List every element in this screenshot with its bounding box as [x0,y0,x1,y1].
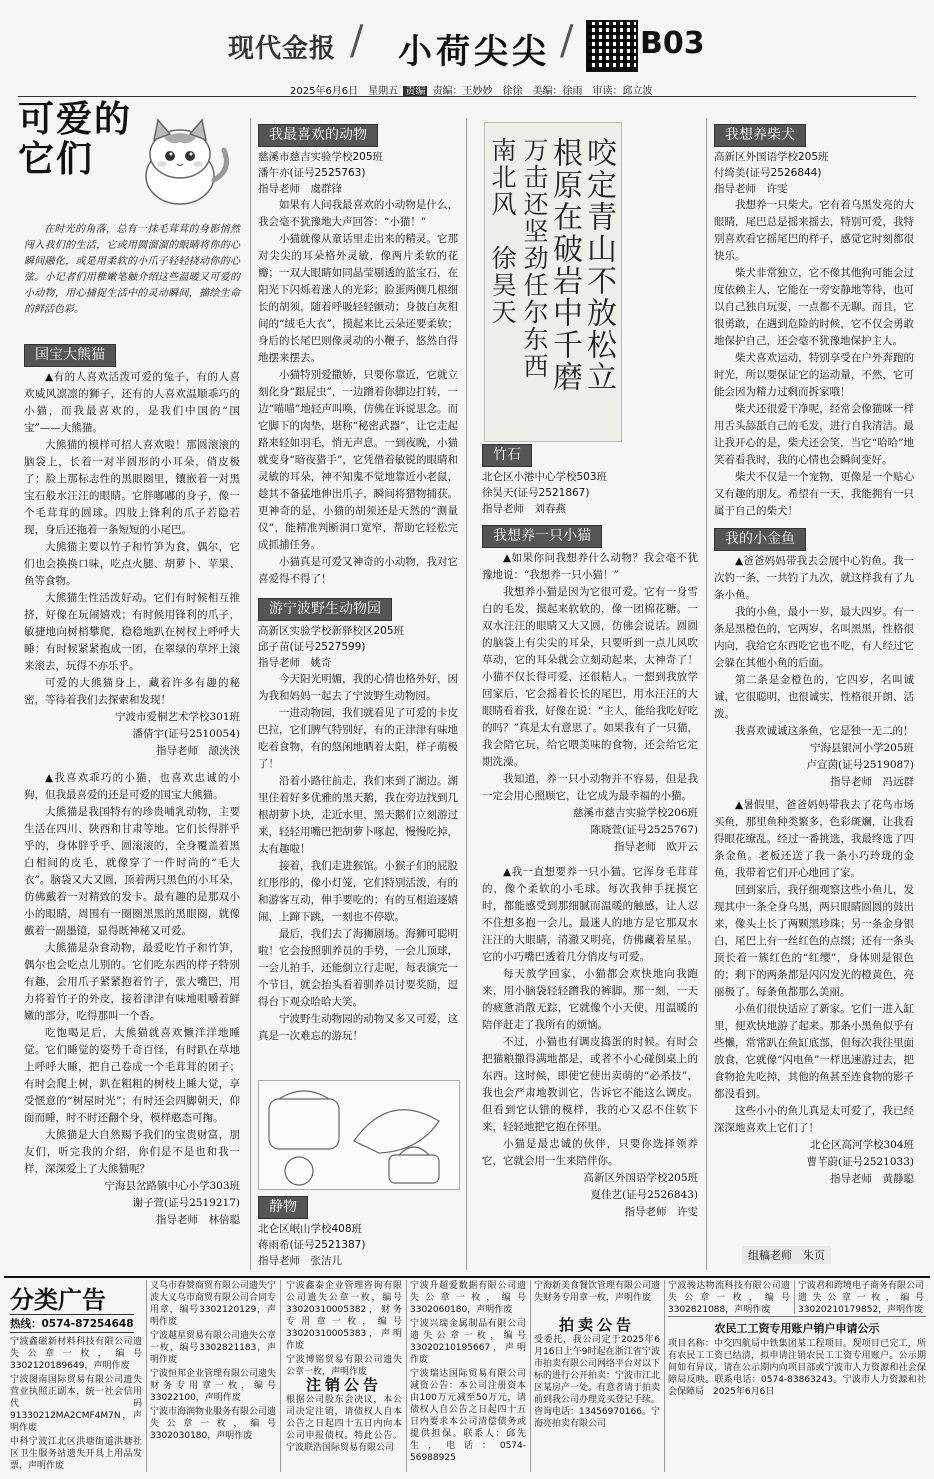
author-teacher: 指导老师 刘春燕 [482,503,566,515]
ad-column [286,1280,402,1377]
author-teacher: 指导老师 冯远群 [830,776,914,788]
still-life-caption [258,1194,458,1269]
section-heading: 我想养一只小猫 [482,525,602,548]
author-name: 潘午亦(证号2525763) [258,167,366,179]
ad-divider [530,1280,531,1472]
ad-divider [794,1280,795,1314]
article-paragraph: 如果有人问我最喜欢的小动物是什么，我会毫不犹豫地大声回答：“小猫！” [258,199,458,228]
header-rule [18,96,916,97]
ad-item: 宁波兴瑞金属制品有限公司遗失公章一枚，编号33020210195667，声明作废 [410,1319,526,1365]
calligraphy-line: 万击还坚劲任尔东西 [520,137,549,380]
author-name: 谢子萱(证号2519217) [132,1197,240,1209]
article-paragraph: ▲暑假里，爸爸妈妈带我去了花鸟市场买鱼，那里鱼种类繁多，色彩斑斓，让我看得眼花缭乱。经过一番挑选，我最终选了四条金鱼。老板还送了我一条小巧玲珑的金鱼，我带着它们开心地回了家。 [714,799,914,879]
paper-name: 现代金报 [228,34,337,64]
author-teacher: 指导老师 林倍聪 [156,1214,240,1226]
article-paragraph: 大熊猫生性活泼好动。它们有时候相互推挤，好像在玩闹嬉戏；有时候用锋利的爪子，敏捷地向树梢攀爬，稳稳地趴在树杈上呼呼大睡；有时候紧紧抱成一团，在翠绿的草坪上滚来滚去，玩得不亦乐乎。 [24,592,240,672]
ad-item: 中科宁波江北区洪塘街道洪塘社区卫生服务站遗失开具上用品发票，声明作废 [10,1437,142,1471]
author-teacher: 指导老师 欧开云 [614,841,698,853]
author-school: 宁海县岔路镇中心小学303班 [104,1180,240,1192]
editor-tag: 责编 [405,86,426,97]
ad-divider [664,1280,665,1472]
article-paragraph: 不过，小猫也有调皮捣蛋的时候。有时会把猫粮撒得满地都是，或者不小心碰倒桌上的东西。这时候，即使它使出卖萌的“必杀技”，我也会严肃地教训它，告诉它不能这么调皮。但看到它认错的模样，我的心又忍不住软下来，轻轻地把它抱在怀里。 [482,1036,698,1133]
author-school: 宁海县银河小学205班 [809,742,914,754]
auction-notice: 受委托，我公司定于2025年6月16日上午9时起在浙江省宁波市拍卖有限公司网络平台对以下标的进行公开拍卖：宁波市江北区某房产一处。有意者请于拍卖前到我公司办理竞买登记手续。咨询电话：13456970166。宁海亮拍卖有限公司 [534,1335,661,1429]
section-name: 小荷尖尖 [398,32,550,72]
calligraphy-line: 根原在破岩中千磨 [547,137,582,393]
classified-title: 分类广告 [10,1286,106,1314]
author-name: 曹芊蔚(证号2521033) [806,1156,914,1168]
article-paragraph: 每天放学回家，小猫都会欢快地向我跑来，用小脑袋轻轻蹭我的裤脚。那一刻，一天的疲惫消散无踪，它就像个小天使，用温暖的陪伴赶走了我所有的烦恼。 [482,968,698,1031]
column-divider [250,118,251,1270]
ad-item: 宁波越星贸易有限公司遗失公章一枚，编号3302821183，声明作废 [150,1331,277,1365]
still-life-drawing [258,1080,460,1190]
ad-item: 宁波恒邦企业管理有限公司遗失财务专用章一枚，编号33022100，声明作废 [150,1369,277,1403]
ad-column [150,1280,276,1472]
ad-item: 义乌市春赞商贸有限公司遗失宁波大义乌市商贸有限公司合同专用章，编号3302120129，声明作废 [150,1281,277,1327]
article-paragraph: 大熊猫的模样可招人喜欢啦！那圆滚滚的脑袋上，长着一对半圆形的小耳朵，俏皮极了；脸上那标志性的黑眼圈里，镶嵌着一对黑宝石般水汪汪的眼睛。它胖嘟嘟的身子，像一个毛茸茸的圆球。四肢上锋利的爪子若隐若现，身后还拖着一条短短的小尾巴。 [24,439,240,536]
article-paragraph: ▲我喜欢乖巧的小猫，也喜欢忠诚的小狗，但我最喜爱的还是可爱的国宝大熊猫。 [24,772,240,801]
column-2 [258,122,458,1045]
column-divider [706,118,707,1270]
article-paragraph: 沿着小路往前走，我们来到了湖边。湖里住着好多优雅的黑天鹅，我在旁边找到几根胡萝卜块，走近水里，黑天鹅们立刻游过来，轻轻用嘴巴把胡萝卜啄起，慢慢吃掉，太有趣啦！ [258,775,458,855]
article-paragraph: 可爱的大熊猫身上，藏着许多有趣的秘密，等待着我们去探索和发现！ [24,677,240,706]
article-paragraph: 大熊猫主要以竹子和竹笋为食，偶尔，它们也会换换口味，吃点火腿、胡萝卜、苹果、鱼等食物。 [24,541,240,587]
article-paragraph: 今天阳光明媚，我的心情也格外好，因为我和妈妈一起去了宁波野生动物园。 [258,673,458,702]
author-name: 徐昊天(证号2521867) [482,487,590,499]
dateline [290,82,653,97]
article-paragraph: 第二条是金橙色的，它四岁，名叫诚诚，它很聪明，也很诚实，性格很开朗、活泼。 [714,674,914,720]
ad-column [534,1280,660,1312]
deregistration-title: 注销公告 [305,1376,382,1394]
author-school: 慈溪市慈吉实验学校205班 [258,151,384,163]
column-4 [714,122,914,1188]
article-paragraph: 接着，我们走进猴馆。小猴子们的屁股红彤彤的，像小灯笼，它们特别活泼，有的和游客互动，伸手要吃的；有的互相追逐嬉闹，上蹿下跳，一刻也不停歇。 [258,860,458,923]
ad-column [410,1280,526,1472]
article-paragraph: 大熊猫是杂食动物，最爱吃竹子和竹笋，偶尔也会吃点儿别的。它们吃东西的样子特别有趣，会用爪子紧紧抱着竹子，张大嘴巴，用力将着竹子的外皮，接着津津有味地咀嚼着鲜嫩的部分，吃得那叫一个香。 [24,942,240,1022]
ad-item: 宁波图南国际贸易有限公司遗失营业执照正副本，统一社会信用代码91330212MA2CMF4M7N，声明作废 [10,1375,142,1433]
calligraphy-line: 咬定青山不放松立 [581,137,616,393]
ad-divider [406,1280,407,1472]
feature-title-line1: 可爱的 [18,99,133,140]
editor-credit: 组稿老师 朱页 [742,1246,831,1264]
section-heading: 游宁波野生动物园 [258,598,392,621]
author-name: 潘倩宇(证号2510054) [132,728,240,740]
ad-column [798,1280,924,1314]
page-header [0,0,934,97]
ad-divider [146,1280,147,1472]
article-paragraph: ▲如果你问我想养什么动物？我会毫不犹豫地说：“我想养一只小猫！” [482,552,698,581]
author-name: 付绮美(证号2526844) [714,167,822,179]
article-paragraph: ▲我一直想要养一只小猫。它浑身毛茸茸的，像个柔软的小毛球。每次我伸手抚摸它时，都能感受到那细腻而温暖的触感，让人忍不住想多抱一会儿。最迷人的地方是它那双水汪汪的大眼睛，清澈又明亮，仿佛藏着星星。它的小巧嘴巴透着几分俏皮与可爱。 [482,866,698,963]
author-teacher: 指导老师 虞群锋 [258,183,342,195]
section-heading: 我的小金鱼 [714,528,806,551]
article-paragraph: 我的小鱼，最小一岁，最大四岁。有一条是黑橙色的，它两岁，名叫黑黑，性格很内向，我给它东西吃它也不吃，有人经过它会躲在其他小鱼的后面。 [714,606,914,669]
ad-divider [668,1316,926,1317]
article-paragraph: 柴犬非常独立，它不像其他狗可能会过度依赖主人，它能在一旁安静地等待，也可以自己独自玩耍，一点都不无聊。而且，它很勇敢，在遇到危险的时候，它不仅会勇敢地保护自己，还会毫不犹豫地保护主人。 [714,267,914,347]
author-school: 北仑区小港中心学校503班 [482,471,608,483]
article-paragraph: 吃饱喝足后，大熊猫就喜欢懒洋洋地睡觉。它们睡觉的姿势千奇百怪，有时趴在草地上呼呼大睡，把自己卷成一个毛茸茸的团子；有时会爬上树，趴在粗粗的树枝上睡大觉，享受惬意的“树屋时光”；有时还会四脚朝天，仰面而睡，时不时还翻个身，模样憨态可掬。 [24,1027,240,1124]
column-3 [482,442,698,1221]
auction-title: 拍卖公告 [558,1316,635,1334]
article-paragraph: 小鱼们很快适应了新家。它们一进入缸里，便欢快地游了起来。那条小黑鱼似乎有些懒，常常趴在鱼缸底部，但每次我往里面放食，它就像“闪电鱼”一样迅速游过去，把食物抢先吃掉，其他的鱼甚至连食物的影子都没看到。 [714,1003,914,1100]
article-paragraph: 宁波野生动物园的动物又多又可爱，这真是一次难忘的游玩！ [258,1013,458,1042]
classified-hotline: 热线：0574-87254648 [10,1314,134,1333]
ad-column [668,1280,790,1314]
staff-list: 责编：王妙妙 徐徐 美编：徐雨 审读：邱立波 [432,86,653,97]
feature-title [18,100,132,180]
feature-intro: 在时光的角落，总有一抹毛茸茸的身影悄然闯入我们的生活，它或用圆溜溜的眼睛将你的心瞬间融化，或是用柔软的小爪子轻轻挠动你的心弦。小记者们用稚嫩笔触介绍这些温暖又可爱的小动物，用心捕捉生活中的灵动瞬间，描绘生命的鲜活色彩。 [24,224,240,315]
article-paragraph: 柴犬喜欢运动，特别享受在户外奔跑的时光，所以要保证它的运动量，不然，它可能会因为精力过剩而拆家哦！ [714,352,914,398]
ad-item: 宁波瑞达国际贸易有限公司减资公告：本公司注册资本由100万元减至50万元，请债权人自公告之日起四十五日内要求本公司清偿债务或提供担保。联系人：邱先生，电话：0574-56988925 [410,1369,526,1463]
article-paragraph: 这些小小的鱼儿真是太可爱了，我已经深深地喜欢上它们了！ [714,1105,914,1134]
column-divider [466,118,467,1270]
author-school: 宁波市爱桐艺术学校301班 [114,711,240,723]
article-paragraph: 一进动物园，我们就看见了可爱的卡皮巴拉，它们脾气特别好，有的正津津有味地吃着食物，有的悠闲地晒着太阳，样子萌极了！ [258,707,458,770]
article-paragraph: 我喜欢诚诚这条鱼，它是独一无二的！ [735,725,914,737]
column-1 [24,342,240,1229]
article-paragraph: 我想养一只柴犬。它有着乌黑发亮的大眼睛，尾巴总是摇来摇去，特别可爱，我特别喜欢看它摇尾巴的样子，感觉它时刻都很快乐。 [714,199,914,262]
author-name: 蒋雨希(证号2521387) [258,1239,366,1251]
author-teacher: 指导老师 许雯 [624,1206,698,1218]
article-paragraph: ▲爸爸妈妈带我去会展中心钓鱼。我一次钓一条，一共钓了九次，就这样我有了九条小鱼。 [714,555,914,601]
author-name: 邱子苗(证号2527599) [258,641,366,653]
ad-item: 宁波博铭贸易有限公司遗失公章一枚，声明作废 [286,1355,402,1377]
article-paragraph: 回到家后，我仔细观察这些小鱼儿，发现其中一条全身乌黑，两只眼睛圆圆的鼓出来，像头上长了两颗黑珍珠；另一条金身银白，尾巴上有一丝红色的点缀；还有一条头顶长着一簇红色的“红缨”，身体则是银色的；剩下的两条都是闪闪发光的橙黄色，亮丽极了。每条鱼都那么美丽。 [714,884,914,998]
article-paragraph: 小猫特别爱撒娇，只要你靠近，它就立刻化身“跟屁虫”，一边蹭着你脚边打转，一边“喵喵”地轻声叫唤，仿佛在诉说思念。而它脚下的肉垫，堪称“秘密武器”，让它走起路来轻如羽毛，悄无声息。一到夜晚，小猫就变身“暗夜猎手”，它凭借着敏锐的眼睛和灵敏的耳朵，神不知鬼不觉地靠近小老鼠，趁其不备猛地伸出爪子，瞬间将猎物捕获。更神奇的是，小猫的胡须还是天然的“测量仪”，能精准判断洞口宽窄，帮助它轻松完成抓捕任务。 [258,369,458,551]
author-name: 卢宣茵(证号2519087) [806,759,914,771]
article-paragraph: 小猫就像从童话里走出来的精灵。它那对尖尖的耳朵格外灵敏，像两片柔软的花瓣；一双大眼睛如同晶莹剔透的蓝宝石，在阳光下闪烁着迷人的光彩；脸蛋两侧几根细长的胡须，随着呼吸轻轻颤动；身披白灰相间的“绒毛大衣”，摸起来比云朵还要柔软；身后的长尾巴则像灵动的小鞭子，悠然自得地摆来摆去。 [258,233,458,364]
header-divider: / [560,18,574,64]
section-heading: 静物 [258,1196,308,1219]
ad-item: 宁波市海润物业服务有限公司遗失公章一枚，编号3302030180，声明作废 [150,1407,277,1441]
article-paragraph: 我想养小猫是因为它很可爱。它有一身雪白的毛发，摸起来软软的，像一团棉花糖。一双水汪汪的眼睛又大又圆，仿佛会说话。圆圆的脑袋上有尖尖的耳朵，只要听到一点儿风吹草动，它的耳朵就会立刻动起来，太神奇了！小猫不仅长得可爱，还很粘人。一想到我放学回家后，它会摇着长长的尾巴，用水汪汪的大眼睛看着我，好像在说：“主人，能给我吃好吃的吗？”真是太有意思了。如果我有了一只猫，我会陪它玩，给它喂美味的食物，还会给它定期洗澡。 [482,586,698,768]
ad-item: 宁波鑫泰企业管理咨询有限公司遗失公章一枚，编号33020310005382，财务专用章一枚，编号33020310005383，声明作废 [286,1281,402,1351]
author-school: 北仑区岷山学校408班 [258,1223,363,1235]
author-teacher: 指导老师 张洁儿 [258,1255,342,1267]
section-heading: 我想养柴犬 [714,124,806,147]
ad-item: 宁波骏达物流科技有限公司遗失公章一枚，编号3302821088，声明作废 [668,1281,790,1315]
author-name: 陈晓萱(证号2525767) [590,824,698,836]
author-school: 高新区实验学校新驿校区205班 [258,625,405,637]
article-paragraph: 小猫是最忠诚的伙伴，只要你选择领养它，它就会用一生来陪伴你。 [482,1138,698,1167]
article-paragraph: 大熊猫是大自然赐予我们的宝贵财富，朋友们，听完我的介绍，你们是不是也和我一样，深深爱上了大熊猫呢？ [24,1129,240,1175]
author-teacher: 指导老师 颉浃浃 [156,745,240,757]
feature-title-line2: 它们 [18,139,95,180]
page-number: B03 [640,26,705,61]
ad-column [10,1336,142,1470]
author-teacher: 指导老师 姚奇 [258,657,332,669]
article-paragraph: 我知道，养一只小动物并不容易，但是我一定会用心照顾它，让它成为最幸福的小猫。 [482,773,698,802]
article-paragraph: 小猫真是可爱又神奇的小动物，我对它喜爱得不得了！ [258,556,458,585]
article-paragraph: 柴犬还很爱干净呢，经常会像猫咪一样用舌头舔舐自己的毛发，进行自我清洁。最让我开心的是，柴犬还会笑，当它“哈哈”地笑着看我时，我的心情也会瞬间变好。 [714,403,914,466]
article-paragraph: 大熊猫是我国特有的珍贵哺乳动物，主要生活在四川、陕西和甘肃等地。它们长得胖乎乎的，身体胖乎乎、圆滚滚的，全身覆盖着黑白相间的皮毛，就像穿了一件时尚的“毛大衣”。脑袋又大又圆，顶着两只黑色的小耳朵，仿佛戴着一对精致的发卡。最有趣的是那双小小的眼睛，周围有一圈圈黑黑的黑眼圈，就像戴着一副墨镜，显得既神秘又可爱。 [24,806,240,937]
date-text: 2025年6月6日 星期五 [290,86,399,97]
wage-account-title: 农民工工资专用账户销户申请公示 [714,1322,880,1335]
author-teacher: 指导老师 许雯 [714,183,788,195]
cat-illustration-icon [124,110,236,210]
header-divider: / [350,18,364,64]
ad-item: 宁波升超爱数据有限公司遗失公章一枚，编号3302060180，声明作废 [410,1281,526,1315]
author-school: 高新区外国语学校205班 [583,1172,698,1184]
section-heading: 我最喜欢的动物 [258,124,378,147]
ad-item: 宁波鑫磁新材料科技有限公司遗失公章一枚，编号3302120189649，声明作废 [10,1337,142,1371]
article-paragraph: 柴犬不仅是一个宠物，更像是一个贴心又有趣的朋友。希望有一天，我能拥有一只属于自己的柴犬！ [714,471,914,517]
ad-item: 宁波君和跨境电子商务有限公司遗失公章一枚，编号33020210179852，声明作废 [798,1281,925,1315]
deregistration-notice: 根据公司股东会决议，本公司决定注销，请债权人自本公告之日起四十五日内向本公司申报债权。特此公告。宁波联浩国际贸易有限公司 [286,1395,402,1453]
section-heading: 竹石 [482,444,532,467]
ad-item: 宁海新美食餐饮管理有限公司遗失财务专用章一枚，声明作废 [534,1281,661,1303]
ad-divider [280,1280,281,1472]
calligraphy-artwork [484,122,622,442]
wage-account-notice: 项目名称：中交四航局中铁集团某工程项目。现项目已完工，所有农民工工资已结清，拟申请注销农民工工资专用账户。公示期间如有异议，请在公示期内向项目部或宁波市人力资源和社会保障局反映。联系电话：0574-83863243。宁波市人力资源和社会保障局 2025年6月6日 [668,1339,926,1397]
author-school: 高新区外国语学校205班 [714,151,829,163]
author-school: 北仑区高河学校304班 [809,1139,914,1151]
section-heading: 国宝大熊猫 [24,344,116,367]
qr-code-icon [586,20,638,72]
article-paragraph: 最后，我们去了海狮剧场。海狮可聪明啦！它会按照驯养员的手势，一会儿顶球，一会儿拍手，还能倒立行走呢，每表演完一个节目，就会抬头看着驯养员讨要奖励，逗得台下观众哈哈大笑。 [258,928,458,1008]
author-name: 夏佳艺(证号2526843) [590,1189,698,1201]
author-school: 慈溪市慈吉实验学校206班 [572,807,698,819]
calligraphy-line: 南北风 徐昊天 [488,137,517,326]
article-paragraph: ▲有的人喜欢活泼可爱的兔子，有的人喜欢威风凛凛的狮子，还有的人喜欢温顺乖巧的小猫，而我最喜欢的，是我们中国的“国宝”——大熊猫。 [24,371,240,434]
author-teacher: 指导老师 黄静聪 [830,1173,914,1185]
